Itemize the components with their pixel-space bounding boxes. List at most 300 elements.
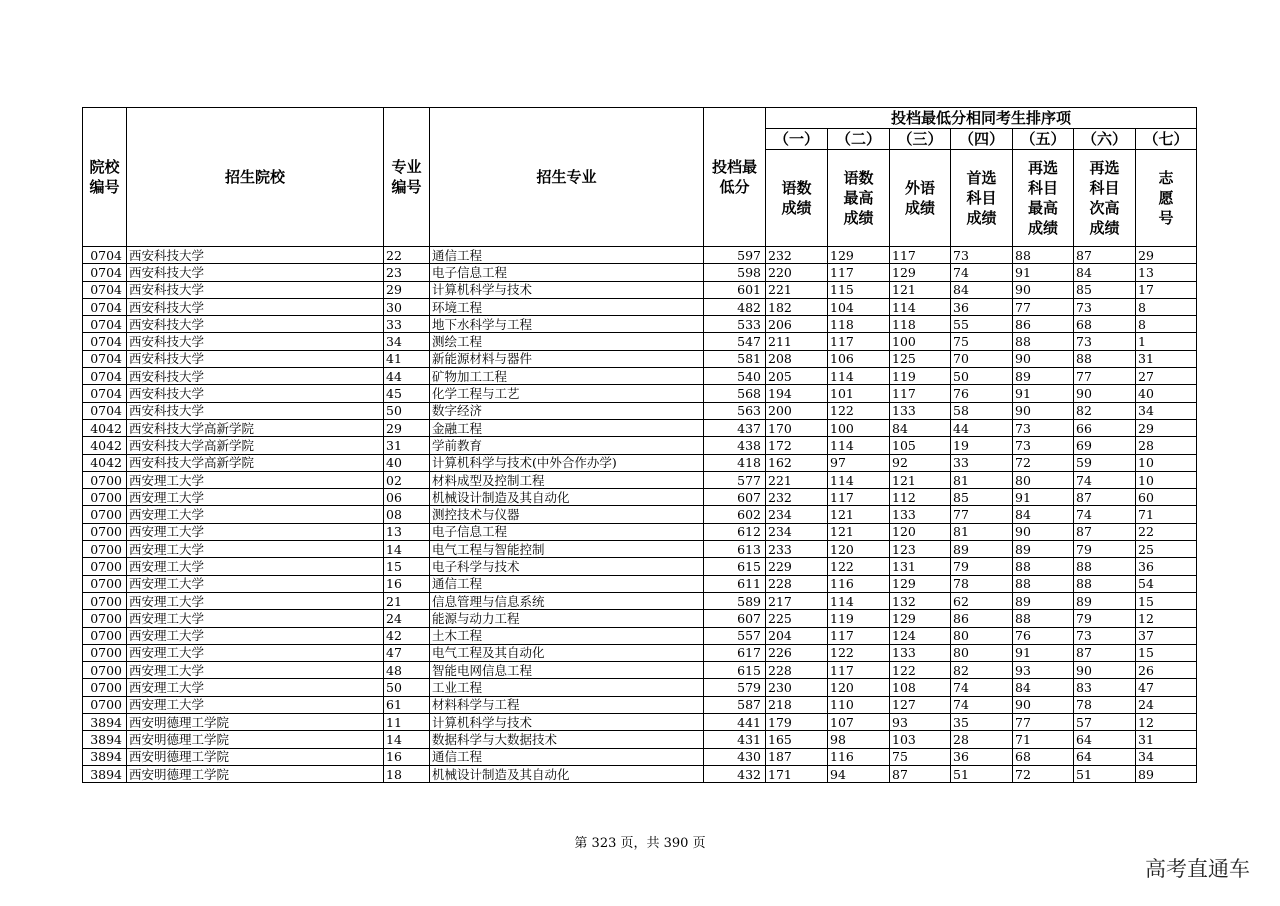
cell-score-6: 79 bbox=[1074, 541, 1136, 558]
table-row bbox=[83, 575, 1197, 592]
cell-school-code: 0700 bbox=[83, 489, 127, 506]
cell-school-code: 0704 bbox=[83, 350, 127, 367]
cell-score-6: 69 bbox=[1074, 437, 1136, 454]
cell-major-name: 化学工程与工艺 bbox=[430, 385, 704, 402]
cell-score-4: 73 bbox=[951, 247, 1013, 264]
cell-major-name: 新能源材料与器件 bbox=[430, 350, 704, 367]
cell-min-score: 587 bbox=[704, 696, 766, 713]
cell-score-2: 101 bbox=[828, 385, 890, 402]
cell-score-6: 88 bbox=[1074, 575, 1136, 592]
cell-score-4: 51 bbox=[951, 765, 1013, 782]
cell-major-code: 44 bbox=[384, 368, 430, 385]
cell-score-3: 75 bbox=[890, 748, 951, 765]
cell-school-name: 西安明德理工学院 bbox=[127, 765, 384, 782]
cell-school-code: 0700 bbox=[83, 644, 127, 661]
cell-school-code: 4042 bbox=[83, 454, 127, 471]
cell-major-name: 矿物加工工程 bbox=[430, 368, 704, 385]
cell-school-name: 西安理工大学 bbox=[127, 696, 384, 713]
cell-school-name: 西安科技大学 bbox=[127, 281, 384, 298]
cell-min-score: 615 bbox=[704, 558, 766, 575]
cell-score-4: 36 bbox=[951, 298, 1013, 315]
cell-score-6: 84 bbox=[1074, 264, 1136, 281]
table-row bbox=[83, 489, 1197, 506]
cell-score-2: 98 bbox=[828, 731, 890, 748]
cell-score-5: 90 bbox=[1013, 523, 1074, 540]
cell-score-7: 54 bbox=[1136, 575, 1197, 592]
cell-score-4: 84 bbox=[951, 281, 1013, 298]
cell-major-code: 13 bbox=[384, 523, 430, 540]
cell-score-5: 89 bbox=[1013, 541, 1074, 558]
cell-score-6: 78 bbox=[1074, 696, 1136, 713]
header-seq-4: （四） bbox=[951, 129, 1013, 150]
cell-score-7: 37 bbox=[1136, 627, 1197, 644]
header-seq-6: （六） bbox=[1074, 129, 1136, 150]
cell-major-name: 计算机科学与技术 bbox=[430, 281, 704, 298]
watermark-text: 高考直通车 bbox=[1145, 857, 1250, 881]
cell-score-1: 187 bbox=[766, 748, 828, 765]
cell-major-code: 11 bbox=[384, 714, 430, 731]
cell-score-5: 80 bbox=[1013, 471, 1074, 488]
cell-major-name: 金融工程 bbox=[430, 419, 704, 436]
cell-score-3: 122 bbox=[890, 662, 951, 679]
cell-score-1: 232 bbox=[766, 247, 828, 264]
cell-score-4: 85 bbox=[951, 489, 1013, 506]
cell-major-code: 08 bbox=[384, 506, 430, 523]
cell-score-5: 73 bbox=[1013, 419, 1074, 436]
cell-score-5: 77 bbox=[1013, 298, 1074, 315]
header-min-score: 投档最低分 bbox=[704, 108, 766, 247]
table-header bbox=[83, 108, 1197, 247]
cell-school-code: 4042 bbox=[83, 437, 127, 454]
cell-major-name: 机械设计制造及其自动化 bbox=[430, 489, 704, 506]
cell-min-score: 602 bbox=[704, 506, 766, 523]
cell-score-2: 122 bbox=[828, 402, 890, 419]
cell-score-6: 64 bbox=[1074, 748, 1136, 765]
cell-score-6: 74 bbox=[1074, 506, 1136, 523]
cell-school-name: 西安科技大学 bbox=[127, 264, 384, 281]
cell-score-5: 77 bbox=[1013, 714, 1074, 731]
cell-major-code: 24 bbox=[384, 610, 430, 627]
cell-school-name: 西安明德理工学院 bbox=[127, 748, 384, 765]
cell-score-3: 121 bbox=[890, 471, 951, 488]
table-row bbox=[83, 419, 1197, 436]
cell-score-1: 194 bbox=[766, 385, 828, 402]
cell-school-name: 西安理工大学 bbox=[127, 575, 384, 592]
cell-school-name: 西安科技大学 bbox=[127, 298, 384, 315]
cell-score-2: 104 bbox=[828, 298, 890, 315]
cell-min-score: 547 bbox=[704, 333, 766, 350]
cell-score-7: 25 bbox=[1136, 541, 1197, 558]
cell-major-code: 15 bbox=[384, 558, 430, 575]
cell-school-name: 西安科技大学 bbox=[127, 385, 384, 402]
cell-school-code: 4042 bbox=[83, 419, 127, 436]
cell-score-3: 118 bbox=[890, 316, 951, 333]
cell-school-name: 西安理工大学 bbox=[127, 662, 384, 679]
table-row bbox=[83, 281, 1197, 298]
cell-score-7: 29 bbox=[1136, 247, 1197, 264]
cell-score-3: 129 bbox=[890, 264, 951, 281]
cell-min-score: 432 bbox=[704, 765, 766, 782]
cell-score-5: 71 bbox=[1013, 731, 1074, 748]
header-school-name: 招生院校 bbox=[127, 108, 384, 247]
cell-score-7: 12 bbox=[1136, 714, 1197, 731]
cell-score-7: 60 bbox=[1136, 489, 1197, 506]
cell-school-name: 西安理工大学 bbox=[127, 644, 384, 661]
cell-score-6: 66 bbox=[1074, 419, 1136, 436]
cell-school-code: 0700 bbox=[83, 471, 127, 488]
cell-score-5: 90 bbox=[1013, 350, 1074, 367]
cell-score-6: 64 bbox=[1074, 731, 1136, 748]
cell-score-2: 97 bbox=[828, 454, 890, 471]
cell-major-code: 50 bbox=[384, 679, 430, 696]
cell-score-1: 221 bbox=[766, 471, 828, 488]
cell-score-7: 8 bbox=[1136, 316, 1197, 333]
cell-major-name: 材料成型及控制工程 bbox=[430, 471, 704, 488]
cell-school-name: 西安理工大学 bbox=[127, 679, 384, 696]
cell-score-3: 100 bbox=[890, 333, 951, 350]
table-row bbox=[83, 696, 1197, 713]
cell-score-5: 86 bbox=[1013, 316, 1074, 333]
cell-school-code: 0700 bbox=[83, 679, 127, 696]
page-footer: 第 323 页，共 390 页 bbox=[574, 836, 706, 851]
table-row bbox=[83, 264, 1197, 281]
cell-score-2: 114 bbox=[828, 471, 890, 488]
cell-score-7: 8 bbox=[1136, 298, 1197, 315]
cell-score-5: 91 bbox=[1013, 644, 1074, 661]
table-row bbox=[83, 471, 1197, 488]
cell-major-code: 23 bbox=[384, 264, 430, 281]
header-item-7: 志愿号 bbox=[1136, 150, 1197, 247]
cell-school-name: 西安理工大学 bbox=[127, 627, 384, 644]
cell-score-5: 72 bbox=[1013, 765, 1074, 782]
cell-major-name: 测控技术与仪器 bbox=[430, 506, 704, 523]
cell-score-3: 112 bbox=[890, 489, 951, 506]
cell-score-1: 226 bbox=[766, 644, 828, 661]
cell-score-2: 120 bbox=[828, 541, 890, 558]
cell-score-6: 79 bbox=[1074, 610, 1136, 627]
table-row bbox=[83, 333, 1197, 350]
cell-score-4: 82 bbox=[951, 662, 1013, 679]
cell-score-4: 33 bbox=[951, 454, 1013, 471]
cell-min-score: 533 bbox=[704, 316, 766, 333]
cell-score-1: 171 bbox=[766, 765, 828, 782]
table-row bbox=[83, 247, 1197, 264]
cell-major-code: 21 bbox=[384, 592, 430, 609]
cell-min-score: 598 bbox=[704, 264, 766, 281]
cell-major-name: 信息管理与信息系统 bbox=[430, 592, 704, 609]
cell-major-name: 电气工程及其自动化 bbox=[430, 644, 704, 661]
cell-score-7: 71 bbox=[1136, 506, 1197, 523]
cell-score-5: 89 bbox=[1013, 368, 1074, 385]
cell-score-7: 27 bbox=[1136, 368, 1197, 385]
cell-score-1: 204 bbox=[766, 627, 828, 644]
cell-score-7: 13 bbox=[1136, 264, 1197, 281]
admission-score-table bbox=[82, 107, 1197, 783]
table-row bbox=[83, 592, 1197, 609]
cell-score-6: 90 bbox=[1074, 385, 1136, 402]
cell-score-2: 117 bbox=[828, 662, 890, 679]
cell-score-2: 107 bbox=[828, 714, 890, 731]
cell-major-code: 45 bbox=[384, 385, 430, 402]
cell-score-1: 200 bbox=[766, 402, 828, 419]
header-seq-5: （五） bbox=[1013, 129, 1074, 150]
cell-score-1: 162 bbox=[766, 454, 828, 471]
cell-score-3: 123 bbox=[890, 541, 951, 558]
cell-school-code: 0700 bbox=[83, 592, 127, 609]
cell-score-3: 133 bbox=[890, 506, 951, 523]
cell-major-code: 42 bbox=[384, 627, 430, 644]
cell-school-code: 0704 bbox=[83, 247, 127, 264]
cell-school-code: 0700 bbox=[83, 541, 127, 558]
cell-score-2: 121 bbox=[828, 523, 890, 540]
cell-score-2: 100 bbox=[828, 419, 890, 436]
cell-score-6: 90 bbox=[1074, 662, 1136, 679]
cell-score-2: 114 bbox=[828, 368, 890, 385]
cell-score-1: 228 bbox=[766, 662, 828, 679]
cell-score-4: 35 bbox=[951, 714, 1013, 731]
cell-score-2: 117 bbox=[828, 333, 890, 350]
cell-score-7: 31 bbox=[1136, 731, 1197, 748]
cell-score-1: 205 bbox=[766, 368, 828, 385]
cell-score-3: 120 bbox=[890, 523, 951, 540]
cell-score-5: 88 bbox=[1013, 610, 1074, 627]
cell-school-code: 0704 bbox=[83, 264, 127, 281]
cell-school-code: 0704 bbox=[83, 298, 127, 315]
cell-school-name: 西安科技大学 bbox=[127, 316, 384, 333]
cell-major-name: 环境工程 bbox=[430, 298, 704, 315]
cell-min-score: 589 bbox=[704, 592, 766, 609]
cell-score-7: 10 bbox=[1136, 471, 1197, 488]
cell-min-score: 568 bbox=[704, 385, 766, 402]
cell-score-4: 77 bbox=[951, 506, 1013, 523]
cell-school-name: 西安科技大学高新学院 bbox=[127, 454, 384, 471]
cell-school-name: 西安科技大学高新学院 bbox=[127, 437, 384, 454]
cell-school-name: 西安理工大学 bbox=[127, 489, 384, 506]
cell-school-name: 西安科技大学高新学院 bbox=[127, 419, 384, 436]
cell-school-name: 西安理工大学 bbox=[127, 592, 384, 609]
cell-min-score: 581 bbox=[704, 350, 766, 367]
cell-score-4: 81 bbox=[951, 523, 1013, 540]
cell-score-6: 73 bbox=[1074, 627, 1136, 644]
cell-score-4: 58 bbox=[951, 402, 1013, 419]
cell-major-code: 50 bbox=[384, 402, 430, 419]
table-row bbox=[83, 731, 1197, 748]
cell-score-1: 228 bbox=[766, 575, 828, 592]
cell-school-code: 0704 bbox=[83, 281, 127, 298]
cell-major-code: 14 bbox=[384, 541, 430, 558]
cell-score-3: 105 bbox=[890, 437, 951, 454]
cell-school-code: 0704 bbox=[83, 402, 127, 419]
cell-major-code: 61 bbox=[384, 696, 430, 713]
cell-min-score: 607 bbox=[704, 610, 766, 627]
cell-score-1: 229 bbox=[766, 558, 828, 575]
cell-school-code: 3894 bbox=[83, 731, 127, 748]
cell-school-name: 西安理工大学 bbox=[127, 471, 384, 488]
cell-score-2: 114 bbox=[828, 437, 890, 454]
cell-score-1: 234 bbox=[766, 523, 828, 540]
cell-school-name: 西安明德理工学院 bbox=[127, 714, 384, 731]
cell-min-score: 577 bbox=[704, 471, 766, 488]
cell-major-name: 计算机科学与技术(中外合作办学) bbox=[430, 454, 704, 471]
cell-score-2: 117 bbox=[828, 489, 890, 506]
cell-score-1: 225 bbox=[766, 610, 828, 627]
cell-major-name: 电子科学与技术 bbox=[430, 558, 704, 575]
cell-score-3: 108 bbox=[890, 679, 951, 696]
cell-major-code: 29 bbox=[384, 419, 430, 436]
cell-score-3: 132 bbox=[890, 592, 951, 609]
cell-score-5: 88 bbox=[1013, 333, 1074, 350]
cell-score-3: 103 bbox=[890, 731, 951, 748]
cell-score-6: 68 bbox=[1074, 316, 1136, 333]
cell-school-name: 西安科技大学 bbox=[127, 247, 384, 264]
cell-school-code: 0700 bbox=[83, 575, 127, 592]
cell-score-6: 83 bbox=[1074, 679, 1136, 696]
cell-school-code: 0700 bbox=[83, 558, 127, 575]
cell-score-6: 74 bbox=[1074, 471, 1136, 488]
cell-score-5: 89 bbox=[1013, 592, 1074, 609]
cell-score-4: 44 bbox=[951, 419, 1013, 436]
cell-min-score: 607 bbox=[704, 489, 766, 506]
cell-min-score: 437 bbox=[704, 419, 766, 436]
header-item-5: 再选科目最高成绩 bbox=[1013, 150, 1074, 247]
cell-school-code: 0704 bbox=[83, 385, 127, 402]
cell-major-name: 土木工程 bbox=[430, 627, 704, 644]
cell-score-7: 10 bbox=[1136, 454, 1197, 471]
cell-score-6: 51 bbox=[1074, 765, 1136, 782]
cell-score-6: 87 bbox=[1074, 247, 1136, 264]
cell-score-4: 50 bbox=[951, 368, 1013, 385]
cell-score-5: 72 bbox=[1013, 454, 1074, 471]
cell-min-score: 482 bbox=[704, 298, 766, 315]
cell-school-code: 0704 bbox=[83, 333, 127, 350]
cell-major-name: 通信工程 bbox=[430, 575, 704, 592]
cell-score-2: 116 bbox=[828, 575, 890, 592]
cell-score-6: 87 bbox=[1074, 644, 1136, 661]
cell-score-7: 12 bbox=[1136, 610, 1197, 627]
cell-min-score: 601 bbox=[704, 281, 766, 298]
cell-major-code: 30 bbox=[384, 298, 430, 315]
cell-score-3: 129 bbox=[890, 610, 951, 627]
cell-score-5: 88 bbox=[1013, 575, 1074, 592]
table-row bbox=[83, 765, 1197, 782]
cell-score-3: 125 bbox=[890, 350, 951, 367]
cell-score-6: 88 bbox=[1074, 558, 1136, 575]
cell-score-4: 81 bbox=[951, 471, 1013, 488]
cell-score-1: 170 bbox=[766, 419, 828, 436]
header-item-2: 语数最高成绩 bbox=[828, 150, 890, 247]
cell-score-3: 92 bbox=[890, 454, 951, 471]
cell-school-code: 0700 bbox=[83, 506, 127, 523]
table-row bbox=[83, 541, 1197, 558]
cell-school-name: 西安理工大学 bbox=[127, 558, 384, 575]
cell-score-7: 40 bbox=[1136, 385, 1197, 402]
cell-score-2: 94 bbox=[828, 765, 890, 782]
table-row bbox=[83, 385, 1197, 402]
header-item-4: 首选科目成绩 bbox=[951, 150, 1013, 247]
cell-major-code: 22 bbox=[384, 247, 430, 264]
cell-score-2: 118 bbox=[828, 316, 890, 333]
header-group-title: 投档最低分相同考生排序项 bbox=[766, 108, 1197, 129]
cell-major-name: 通信工程 bbox=[430, 247, 704, 264]
cell-score-2: 122 bbox=[828, 644, 890, 661]
header-item-6: 再选科目次高成绩 bbox=[1074, 150, 1136, 247]
cell-score-3: 84 bbox=[890, 419, 951, 436]
table-row bbox=[83, 714, 1197, 731]
cell-score-1: 172 bbox=[766, 437, 828, 454]
cell-score-4: 19 bbox=[951, 437, 1013, 454]
cell-score-2: 119 bbox=[828, 610, 890, 627]
cell-major-name: 数字经济 bbox=[430, 402, 704, 419]
table-row bbox=[83, 402, 1197, 419]
table-row bbox=[83, 454, 1197, 471]
cell-school-name: 西安科技大学 bbox=[127, 350, 384, 367]
cell-score-4: 36 bbox=[951, 748, 1013, 765]
cell-score-2: 129 bbox=[828, 247, 890, 264]
table-row bbox=[83, 644, 1197, 661]
cell-score-1: 230 bbox=[766, 679, 828, 696]
cell-score-5: 90 bbox=[1013, 402, 1074, 419]
cell-min-score: 441 bbox=[704, 714, 766, 731]
cell-score-1: 208 bbox=[766, 350, 828, 367]
cell-school-code: 0704 bbox=[83, 368, 127, 385]
cell-min-score: 563 bbox=[704, 402, 766, 419]
cell-school-code: 0700 bbox=[83, 523, 127, 540]
cell-score-7: 34 bbox=[1136, 402, 1197, 419]
cell-score-4: 74 bbox=[951, 696, 1013, 713]
cell-min-score: 431 bbox=[704, 731, 766, 748]
cell-school-name: 西安理工大学 bbox=[127, 523, 384, 540]
cell-major-code: 34 bbox=[384, 333, 430, 350]
cell-min-score: 418 bbox=[704, 454, 766, 471]
cell-school-code: 3894 bbox=[83, 748, 127, 765]
cell-major-code: 06 bbox=[384, 489, 430, 506]
cell-score-6: 85 bbox=[1074, 281, 1136, 298]
cell-score-1: 165 bbox=[766, 731, 828, 748]
cell-major-code: 33 bbox=[384, 316, 430, 333]
cell-school-code: 3894 bbox=[83, 714, 127, 731]
cell-score-2: 117 bbox=[828, 627, 890, 644]
cell-score-4: 80 bbox=[951, 627, 1013, 644]
cell-score-7: 22 bbox=[1136, 523, 1197, 540]
cell-school-name: 西安理工大学 bbox=[127, 610, 384, 627]
cell-score-7: 17 bbox=[1136, 281, 1197, 298]
cell-score-5: 88 bbox=[1013, 558, 1074, 575]
cell-major-code: 41 bbox=[384, 350, 430, 367]
cell-score-1: 221 bbox=[766, 281, 828, 298]
cell-score-7: 89 bbox=[1136, 765, 1197, 782]
table-row bbox=[83, 350, 1197, 367]
cell-score-7: 36 bbox=[1136, 558, 1197, 575]
cell-min-score: 438 bbox=[704, 437, 766, 454]
cell-major-name: 测绘工程 bbox=[430, 333, 704, 350]
cell-score-1: 220 bbox=[766, 264, 828, 281]
cell-score-7: 31 bbox=[1136, 350, 1197, 367]
cell-score-2: 117 bbox=[828, 264, 890, 281]
cell-score-4: 74 bbox=[951, 679, 1013, 696]
table-row bbox=[83, 368, 1197, 385]
cell-major-code: 47 bbox=[384, 644, 430, 661]
cell-major-name: 机械设计制造及其自动化 bbox=[430, 765, 704, 782]
table-row bbox=[83, 627, 1197, 644]
cell-score-1: 232 bbox=[766, 489, 828, 506]
cell-min-score: 430 bbox=[704, 748, 766, 765]
cell-score-5: 73 bbox=[1013, 437, 1074, 454]
cell-major-name: 数据科学与大数据技术 bbox=[430, 731, 704, 748]
cell-score-3: 133 bbox=[890, 402, 951, 419]
cell-major-code: 16 bbox=[384, 575, 430, 592]
cell-score-2: 121 bbox=[828, 506, 890, 523]
cell-score-7: 15 bbox=[1136, 644, 1197, 661]
